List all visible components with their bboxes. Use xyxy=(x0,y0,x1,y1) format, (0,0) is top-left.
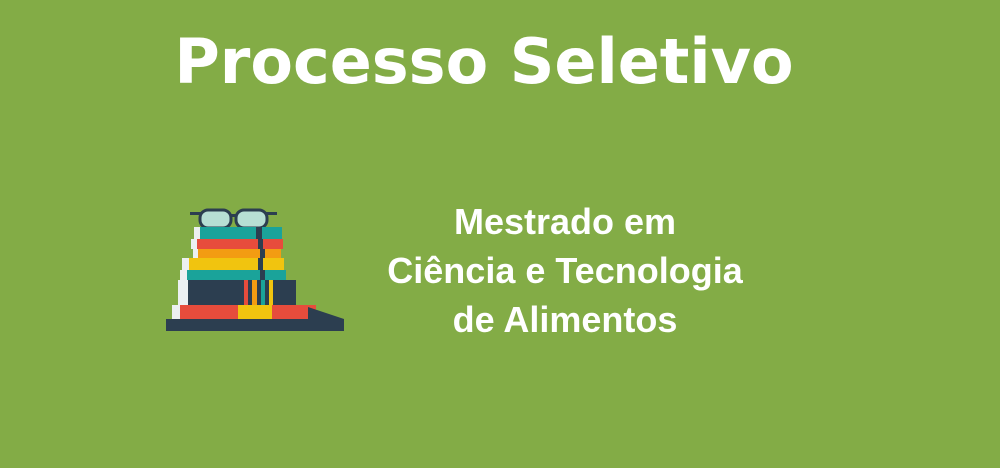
program-line-2: Ciência e Tecnologia xyxy=(387,250,743,291)
program-line-1: Mestrado em xyxy=(453,201,677,242)
books-stack-icon xyxy=(160,203,350,338)
program-line-3: de Alimentos xyxy=(452,299,678,340)
page-title: Processo Seletivo xyxy=(174,25,794,98)
glasses-icon xyxy=(190,210,277,228)
program-name xyxy=(350,197,780,344)
